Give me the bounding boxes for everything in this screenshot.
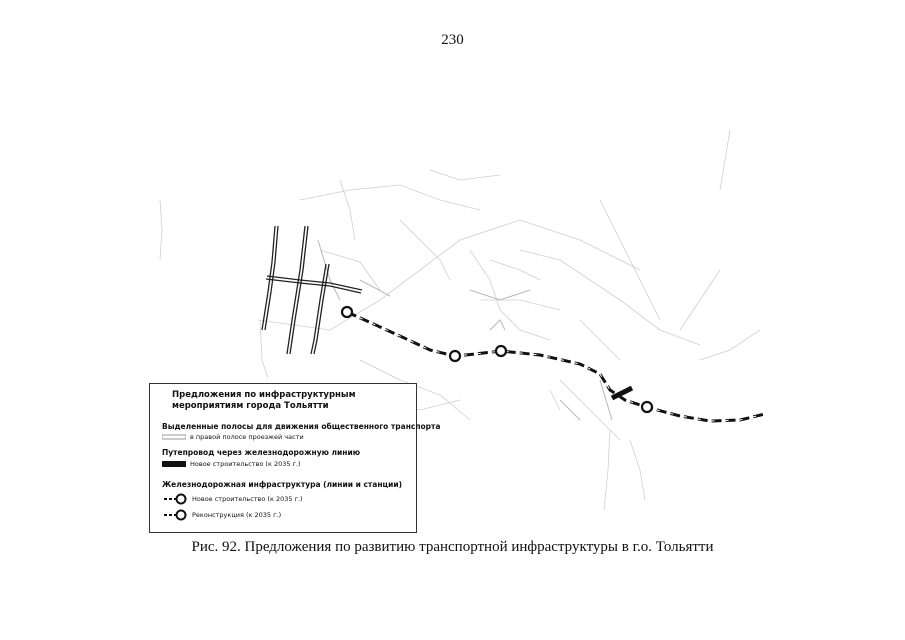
bus-lanes bbox=[262, 226, 362, 354]
legend-label: в правой полосе проезжей части bbox=[190, 433, 304, 441]
overpass-symbol bbox=[162, 460, 186, 468]
legend-title: Предложения по инфраструктурным мероприятиям города Тольятти bbox=[172, 390, 356, 411]
legend-label: Новое строительство (к 2035 г.) bbox=[192, 495, 303, 503]
bus-lane-street bbox=[311, 264, 326, 354]
legend-label: Новое строительство (к 2035 г.) bbox=[190, 460, 301, 468]
bus-lane-street bbox=[287, 226, 305, 354]
legend-heading-railway: Железнодорожная инфраструктура (линии и станции) bbox=[162, 480, 403, 489]
bus-lane-street bbox=[290, 226, 308, 354]
bus-lane-street bbox=[314, 264, 329, 354]
station-reconstruction-symbol bbox=[162, 509, 188, 521]
bus-lane-street bbox=[267, 276, 362, 290]
railway-station bbox=[450, 351, 460, 361]
legend-item-station-new bbox=[162, 494, 303, 504]
station-new-symbol bbox=[162, 493, 188, 505]
page-number: 230 bbox=[441, 32, 464, 48]
railway-station bbox=[642, 402, 652, 412]
railway-station bbox=[342, 307, 352, 317]
legend-item-overpass bbox=[162, 459, 301, 469]
legend-item-station-reconstruction bbox=[162, 510, 281, 520]
legend-heading-overpass: Путепровод через железнодорожную линию bbox=[162, 448, 360, 457]
map-legend bbox=[149, 383, 441, 533]
legend-label: Реконструкция (к 2035 г.) bbox=[192, 511, 282, 519]
bus-lane-symbol bbox=[162, 433, 186, 441]
legend-item-bus-lane bbox=[162, 432, 304, 442]
bus-lane-street bbox=[265, 226, 278, 330]
legend-heading-bus-lanes: Выделенные полосы для движения общественного транспорта bbox=[162, 422, 441, 431]
railway-station bbox=[496, 346, 506, 356]
figure-caption: Рис. 92. Предложения по развитию транспортной инфраструктуры в г.о. Тольятти bbox=[191, 539, 714, 555]
